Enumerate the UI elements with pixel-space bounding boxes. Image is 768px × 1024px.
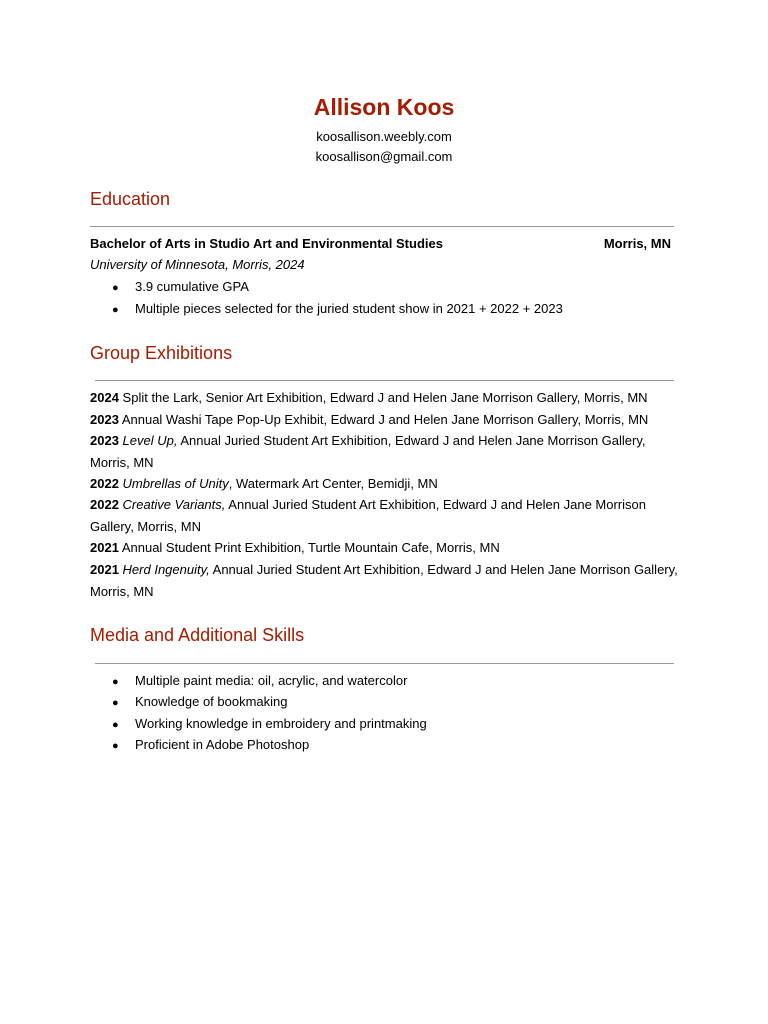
exhibition-entry [90,430,680,473]
list-item [112,276,249,300]
list-item [112,734,309,758]
bullet-icon: ● [112,676,119,688]
list-item-text: Knowledge of bookmaking [135,694,288,709]
exhibition-details: , Watermark Art Center, Bemidji, MN [228,476,438,491]
list-item-text: Multiple paint media: oil, acrylic, and watercolor [135,673,408,688]
exhibition-details: Annual Juried Student Art Exhibition, Edward J and Helen Jane Morrison Gallery, Morris, MN [90,562,678,599]
list-item [112,298,563,322]
exhibition-entry [90,559,680,602]
bullet-icon: ● [112,719,119,731]
bullet-icon: ● [112,304,119,316]
school-name: University of Minnesota, Morris, 2024 [90,257,305,272]
skills-heading: Media and Additional Skills [90,625,305,645]
exhibition-year: 2022 [90,476,119,491]
list-item [112,713,427,737]
exhibition-entry [90,494,680,537]
education-heading: Education [90,189,171,209]
exhibition-title: Herd Ingenuity, [122,562,210,577]
list-item-text: Proficient in Adobe Photoshop [135,737,310,752]
exhibition-title: Creative Variants, [122,497,226,512]
exhibitions-heading: Group Exhibitions [90,343,233,363]
exhibition-year: 2022 [90,497,119,512]
exhibition-details: Annual Washi Tape Pop-Up Exhibit, Edward J and Helen Jane Morrison Gallery, Morris, MN [121,412,649,427]
bullet-icon: ● [112,740,119,752]
education-divider [90,226,674,227]
exhibition-title: Umbrellas of Unity [122,476,229,491]
bullet-icon: ● [112,282,119,294]
website-link[interactable]: koosallison.weebly.com [316,129,452,144]
exhibition-entry [90,473,680,495]
exhibitions-divider [95,380,674,381]
exhibition-year: 2021 [90,540,119,555]
bullet-icon: ● [112,697,119,709]
email-link[interactable]: koosallison@gmail.com [315,149,453,164]
exhibition-year: 2021 [90,562,119,577]
exhibition-title: Level Up, [122,433,178,448]
list-item [112,691,288,715]
degree-location: Morris, MN [603,236,671,251]
list-item-text: 3.9 cumulative GPA [135,279,249,294]
exhibition-year: 2023 [90,433,119,448]
exhibition-details: Annual Juried Student Art Exhibition, Edward J and Helen Jane Morrison Gallery, Morris, MN [90,497,646,534]
skills-divider [95,663,674,664]
exhibition-details: Split the Lark, Senior Art Exhibition, Edward J and Helen Jane Morrison Gallery, Morris, MN [122,390,648,405]
exhibition-details: Annual Juried Student Art Exhibition, Edward J and Helen Jane Morrison Gallery, Morris, MN [90,433,646,470]
resume-name: Allison Koos [313,94,455,120]
list-item [112,670,407,694]
exhibition-entry [90,387,680,409]
exhibition-year: 2023 [90,412,119,427]
degree-title: Bachelor of Arts in Studio Art and Environmental Studies [90,236,443,251]
list-item-text: Multiple pieces selected for the juried student show in 2021 + 2022 + 2023 [135,301,563,316]
exhibition-year: 2024 [90,390,119,405]
exhibition-entry [90,409,680,431]
exhibition-details: Annual Student Print Exhibition, Turtle Mountain Cafe, Morris, MN [121,540,500,555]
exhibition-entry [90,537,680,559]
list-item-text: Working knowledge in embroidery and printmaking [135,716,427,731]
